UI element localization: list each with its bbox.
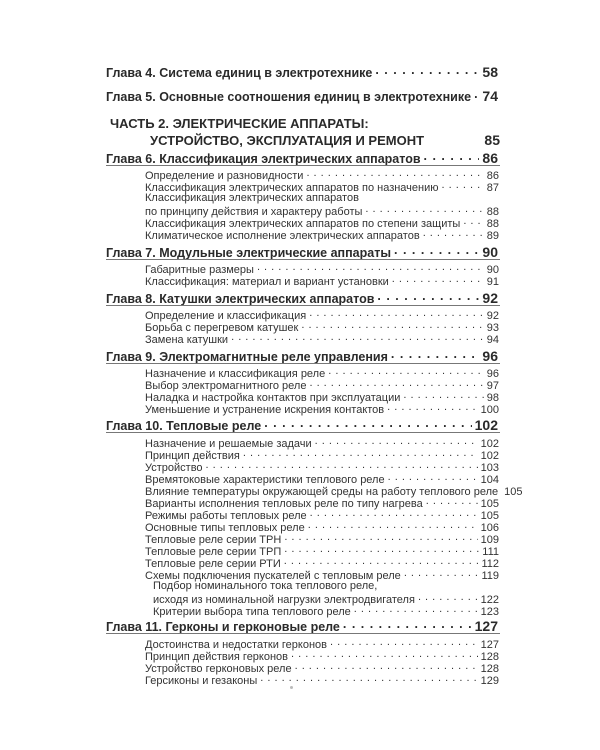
part-title-line2: УСТРОЙСТВО, ЭКСПЛУАТАЦИЯ И РЕМОНТ <box>150 133 425 148</box>
divider <box>106 305 500 306</box>
page-number: 129 <box>480 675 499 687</box>
page-number: 94 <box>486 334 499 346</box>
page-number: 106 <box>480 522 499 534</box>
section-title: Назначение и классификация реле <box>145 368 326 380</box>
section-title: Классификация электрических аппаратов по степени защиты <box>145 218 461 230</box>
section-title: Герсиконы и гезаконы <box>145 675 258 687</box>
section-title: Тепловые реле серии РТИ <box>145 558 281 570</box>
chapter-title: Глава 6. Классификация электрических аппаратов <box>106 152 421 166</box>
page-number: 104 <box>480 474 499 486</box>
section-title: по принципу действия и характеру работы <box>145 206 363 218</box>
page-number: 96 <box>482 348 498 364</box>
chapter-title: Глава 8. Катушки электрических аппаратов <box>106 292 375 306</box>
page-number: 119 <box>481 570 499 582</box>
chapter-4 <box>106 64 498 80</box>
chapter-10 <box>106 417 498 433</box>
section-title: исходя из номинальной нагрузки электродвигателя <box>153 594 415 606</box>
page-number: 86 <box>482 150 498 166</box>
page-number: 102 <box>474 417 498 433</box>
section-title: Устройство <box>145 462 203 474</box>
page-number: 88 <box>486 218 499 230</box>
section-title: Основные типы тепловых реле <box>145 522 305 534</box>
page-number: 92 <box>486 310 499 322</box>
section-title: Наладка и настройка контактов при эксплуатации <box>145 392 401 404</box>
chapter-title: Глава 9. Электромагнитные реле управления <box>106 350 388 364</box>
section-title: Климатическое исполнение электрических аппаратов <box>145 230 420 242</box>
section-entry <box>145 332 499 346</box>
page-number: 122 <box>480 594 499 606</box>
page-number: 58 <box>482 64 498 80</box>
section-title: Классификация: материал и вариант установки <box>145 276 389 288</box>
page-number: 128 <box>480 651 499 663</box>
section-title: Определение и разновидности <box>145 170 304 182</box>
section-title: Габаритные размеры <box>145 264 254 276</box>
chapter-title: Глава 5. Основные соотношения единиц в электротехнике <box>106 90 472 104</box>
page-number: 93 <box>486 322 499 334</box>
section-title: Устройство герконовых реле <box>145 663 292 675</box>
page-number: 90 <box>486 264 499 276</box>
page-number: 98 <box>486 392 499 404</box>
section-title-line1: Подбор номинального тока теплового реле, <box>153 580 378 592</box>
divider <box>106 633 500 634</box>
page-number: 105 <box>480 510 499 522</box>
section-entry <box>145 402 499 416</box>
section-title: Выбор электромагнитного реле <box>145 380 307 392</box>
part-2-heading <box>110 116 500 149</box>
divider <box>106 363 500 364</box>
page-number: 91 <box>486 276 499 288</box>
section-title-line1: Классификация электрических аппаратов <box>145 192 359 204</box>
page-number: 123 <box>480 606 499 618</box>
chapter-title: Глава 10. Тепловые реле <box>106 419 262 433</box>
chapter-title: Глава 7. Модульные электрические аппараты <box>106 246 391 260</box>
page-number: 89 <box>486 230 499 242</box>
page-number: 127 <box>474 618 498 634</box>
page-number: 127 <box>480 639 499 651</box>
page-number: 92 <box>482 290 498 306</box>
section-title: Принцип действия герконов <box>145 651 289 663</box>
page-number: 128 <box>480 663 499 675</box>
chapter-9 <box>106 348 498 364</box>
divider <box>106 165 500 166</box>
section-title: Критерии выбора типа теплового реле <box>153 606 351 618</box>
section-title: Определение и классификация <box>145 310 307 322</box>
page-number: 105 <box>480 498 499 510</box>
section-title: Принцип действия <box>145 450 240 462</box>
scan-speck <box>290 686 293 689</box>
section-entry <box>145 228 499 242</box>
page-number: 88 <box>486 206 499 218</box>
page-number: 86 <box>486 170 499 182</box>
section-title: Борьба с перегревом катушек <box>145 322 299 334</box>
chapter-8 <box>106 290 498 306</box>
section-title: Тепловые реле серии ТРН <box>145 534 282 546</box>
section-title: Уменьшение и устранение искрения контактов <box>145 404 385 416</box>
section-title: Схемы подключения пускателей с тепловым реле <box>145 570 401 582</box>
chapter-7 <box>106 244 498 260</box>
page-number: 90 <box>482 244 498 260</box>
page-number: 103 <box>480 462 499 474</box>
page-number: 102 <box>480 438 499 450</box>
page-number: 97 <box>486 380 499 392</box>
divider <box>106 259 500 260</box>
section-title: Варианты исполнения тепловых реле по типу нагрева <box>145 498 423 510</box>
section-title: Тепловые реле серии ТРП <box>145 546 282 558</box>
section-title: Влияние температуры окружающей среды на работу теплового реле <box>145 486 499 498</box>
page-number: 74 <box>482 88 498 104</box>
chapter-11 <box>106 618 498 634</box>
divider <box>106 432 500 433</box>
page-number: 96 <box>486 368 499 380</box>
page-number: 112 <box>481 558 499 570</box>
section-entry <box>153 604 499 618</box>
section-title: Режимы работы тепловых реле <box>145 510 307 522</box>
part-title-line1: ЧАСТЬ 2. ЭЛЕКТРИЧЕСКИЕ АППАРАТЫ: <box>110 116 369 131</box>
section-entry <box>145 673 499 687</box>
page-number: 85 <box>484 132 500 148</box>
page-number: 111 <box>482 546 499 558</box>
chapter-6 <box>106 150 498 166</box>
page-number: 100 <box>480 404 499 416</box>
section-entry <box>145 274 499 288</box>
chapter-5 <box>106 88 498 104</box>
chapter-title: Глава 11. Герконы и герконовые реле <box>106 620 340 634</box>
page-number: 105 <box>504 486 523 498</box>
section-title: Времятоковые характеристики теплового реле <box>145 474 385 486</box>
chapter-title: Глава 4. Система единиц в электротехнике <box>106 66 373 80</box>
page-number: 109 <box>480 534 499 546</box>
page-number: 87 <box>486 182 499 194</box>
section-title: Достоинства и недостатки герконов <box>145 639 327 651</box>
page-number: 102 <box>480 450 499 462</box>
section-title: Замена катушки <box>145 334 229 346</box>
section-title: Классификация электрических аппаратов по назначению <box>145 182 439 194</box>
section-title: Назначение и решаемые задачи <box>145 438 312 450</box>
